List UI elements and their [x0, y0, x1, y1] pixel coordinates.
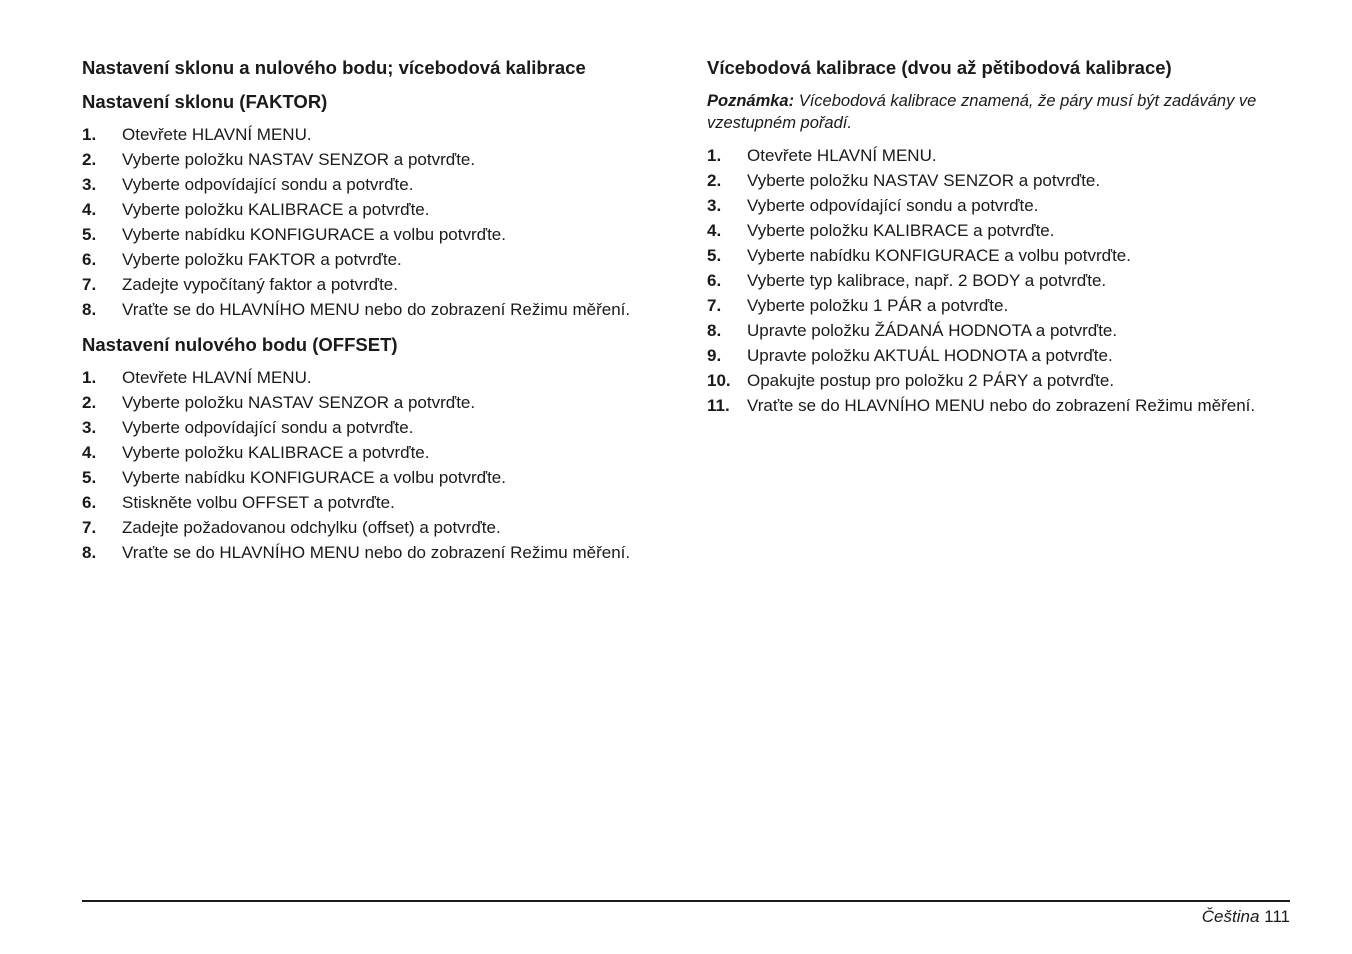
note-text: Vícebodová kalibrace znamená, že páry musí být zadávány ve vzestupném pořadí.: [707, 92, 1257, 132]
step-number: 4.: [82, 443, 97, 462]
step-number: 8.: [707, 321, 722, 340]
step-text: Zadejte vypočítaný faktor a potvrďte.: [122, 275, 398, 294]
step-text: Vyberte položku NASTAV SENZOR a potvrďte.: [747, 171, 1101, 190]
step-number: 4.: [707, 221, 722, 240]
page-number: 111: [1264, 907, 1290, 926]
list-item: [707, 293, 1255, 318]
step-text: Vyberte nabídku KONFIGURACE a volbu potvrďte.: [122, 468, 506, 487]
note-label: Poznámka:: [707, 92, 795, 110]
step-text: Vyberte položku NASTAV SENZOR a potvrďte.: [122, 393, 476, 412]
step-number: 4.: [82, 200, 97, 219]
offset-steps-list: [82, 365, 630, 565]
multipoint-steps-list: [707, 143, 1255, 418]
step-number: 9.: [707, 346, 722, 365]
step-text: Vraťte se do HLAVNÍHO MENU nebo do zobrazení Režimu měření.: [122, 300, 631, 319]
list-item: [707, 343, 1255, 368]
step-text: Zadejte požadovanou odchylku (offset) a potvrďte.: [122, 518, 501, 537]
step-number: 7.: [707, 296, 722, 315]
offset-section-heading: Nastavení nulového bodu (OFFSET): [82, 334, 398, 355]
list-item: [82, 390, 630, 415]
step-text: Vyberte nabídku KONFIGURACE a volbu potvrďte.: [122, 225, 506, 244]
step-text: Otevřete HLAVNÍ MENU.: [122, 125, 312, 144]
step-text: Otevřete HLAVNÍ MENU.: [122, 368, 312, 387]
step-number: 2.: [82, 393, 97, 412]
list-item: [82, 365, 630, 390]
main-heading: Nastavení sklonu a nulového bodu; vícebodová kalibrace: [82, 57, 586, 78]
list-item: [707, 218, 1255, 243]
step-text: Vraťte se do HLAVNÍHO MENU nebo do zobrazení Režimu měření.: [122, 543, 631, 562]
list-item: [82, 297, 630, 322]
step-text: Vyberte položku 1 PÁR a potvrďte.: [747, 296, 1009, 315]
faktor-steps-list: [82, 122, 630, 322]
footer-language: Čeština: [1201, 907, 1260, 926]
list-item: [82, 272, 630, 297]
step-number: 5.: [82, 225, 97, 244]
list-item: [707, 393, 1255, 418]
list-item: [82, 415, 630, 440]
step-text: Vyberte nabídku KONFIGURACE a volbu potvrďte.: [747, 246, 1131, 265]
list-item: [82, 490, 630, 515]
step-number: 2.: [707, 171, 722, 190]
step-number: 3.: [82, 418, 97, 437]
list-item: [707, 368, 1255, 393]
list-item: [707, 243, 1255, 268]
step-number: 1.: [707, 146, 722, 165]
list-item: [82, 247, 630, 272]
step-number: 1.: [82, 125, 97, 144]
footer-divider: [82, 900, 1290, 902]
note: [707, 90, 1307, 134]
page-footer: [1202, 907, 1290, 927]
list-item: [82, 465, 630, 490]
step-number: 2.: [82, 150, 97, 169]
list-item: [82, 122, 630, 147]
list-item: [82, 222, 630, 247]
faktor-section-heading: Nastavení sklonu (FAKTOR): [82, 91, 328, 112]
step-text: Otevřete HLAVNÍ MENU.: [747, 146, 937, 165]
list-item: [707, 168, 1255, 193]
list-item: [82, 540, 630, 565]
step-text: Vyberte položku FAKTOR a potvrďte.: [122, 250, 402, 269]
multipoint-heading: Vícebodová kalibrace (dvou až pětibodová kalibrace): [707, 57, 1172, 78]
list-item: [707, 268, 1255, 293]
list-item: [707, 193, 1255, 218]
step-number: 6.: [82, 250, 97, 269]
step-number: 6.: [82, 493, 97, 512]
step-number: 6.: [707, 271, 722, 290]
step-number: 11.: [707, 396, 730, 415]
step-text: Vyberte položku KALIBRACE a potvrďte.: [122, 443, 430, 462]
list-item: [82, 197, 630, 222]
step-number: 8.: [82, 300, 97, 319]
step-number: 5.: [82, 468, 97, 487]
step-text: Vyberte položku KALIBRACE a potvrďte.: [122, 200, 430, 219]
step-text: Vyberte odpovídající sondu a potvrďte.: [122, 175, 414, 194]
list-item: [82, 147, 630, 172]
list-item: [82, 440, 630, 465]
step-text: Upravte položku AKTUÁL HODNOTA a potvrďte.: [747, 346, 1113, 365]
step-number: 5.: [707, 246, 722, 265]
list-item: [707, 318, 1255, 343]
list-item: [82, 172, 630, 197]
step-text: Vyberte odpovídající sondu a potvrďte.: [747, 196, 1039, 215]
step-text: Upravte položku ŽÁDANÁ HODNOTA a potvrďte.: [747, 321, 1118, 340]
step-number: 7.: [82, 275, 97, 294]
step-number: 7.: [82, 518, 97, 537]
step-number: 3.: [707, 196, 722, 215]
list-item: [707, 143, 1255, 168]
step-text: Stiskněte volbu OFFSET a potvrďte.: [122, 493, 395, 512]
step-number: 3.: [82, 175, 97, 194]
step-number: 1.: [82, 368, 97, 387]
step-text: Vyberte odpovídající sondu a potvrďte.: [122, 418, 414, 437]
step-number: 8.: [82, 543, 97, 562]
step-number: 10.: [707, 371, 731, 390]
step-text: Vyberte položku NASTAV SENZOR a potvrďte.: [122, 150, 476, 169]
step-text: Opakujte postup pro položku 2 PÁRY a potvrďte.: [747, 371, 1115, 390]
step-text: Vyberte položku KALIBRACE a potvrďte.: [747, 221, 1055, 240]
step-text: Vyberte typ kalibrace, např. 2 BODY a potvrďte.: [747, 271, 1107, 290]
list-item: [82, 515, 630, 540]
step-text: Vraťte se do HLAVNÍHO MENU nebo do zobrazení Režimu měření.: [747, 396, 1256, 415]
